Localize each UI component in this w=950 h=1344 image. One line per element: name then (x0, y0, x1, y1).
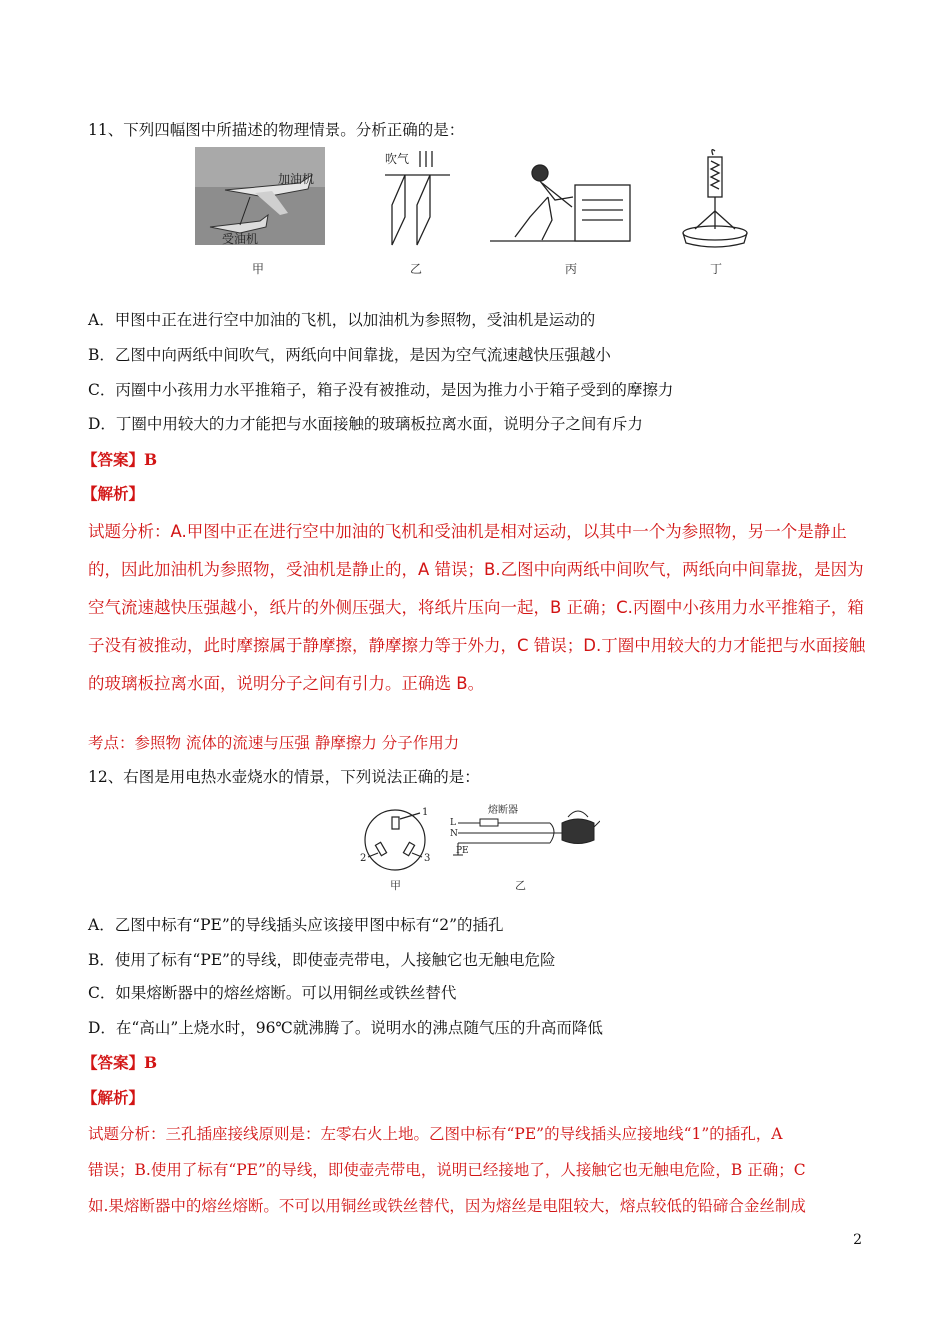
kettle-circuit-drawing (453, 811, 600, 855)
q11-analysis-line: 试题分析：A.甲图中正在进行空中加油的飞机和受油机是相对运动，以其中一个为参照物，另一个是静止 (88, 522, 847, 541)
q11-stem: 11、下列四幅图中所描述的物理情景。分析正确的是： (88, 121, 465, 139)
refueling-planes-image (195, 147, 325, 245)
plane-label-top: 加油机 (278, 172, 315, 186)
q11-analysis-line: 的玻璃板拉离水面，说明分子之间有引力。正确选 B。 (88, 674, 485, 693)
q12-analysis-line: 如.果熔断器中的熔丝熔断。不可以用铜丝或铁丝替代，因为熔丝是电阻较大，熔点较低的铅碲合金丝制成 (88, 1197, 806, 1215)
wire-pe-label: PE (456, 846, 469, 856)
q11-figure-drawing (180, 145, 770, 280)
three-hole-socket-drawing (365, 810, 425, 870)
fig12-label-yi: 乙 (515, 879, 526, 892)
q11-analysis-title: 【解析】 (82, 484, 145, 503)
q12-stem: 12、右图是用电热水壶烧水的情景，下列说法正确的是： (88, 768, 480, 786)
q12-option-a: A．乙图中标有“PE”的导线插头应该接甲图中标有“2”的插孔 (88, 916, 504, 934)
q12-figure (350, 795, 600, 895)
q11-kaodian: 考点：参照物 流体的流速与压强 静摩擦力 分子作用力 (88, 734, 460, 752)
q12-figure-drawing (350, 795, 600, 895)
q12-analysis-title: 【解析】 (82, 1088, 145, 1107)
fig11-label-jia: 甲 (252, 262, 265, 276)
fig11-label-bing: 丙 (565, 262, 578, 276)
q11-answer: 【答案】B (82, 450, 158, 469)
q12-option-b: B．使用了标有“PE”的导线，即使壶壳带电，人接触它也无触电危险 (88, 951, 556, 969)
q12-answer: 【答案】B (82, 1053, 158, 1072)
q11-option-c: C．丙圈中小孩用力水平推箱子，箱子没有被推动，是因为推力小于箱子受到的摩擦力 (88, 381, 674, 399)
blow-label: 吹气 (385, 152, 410, 166)
plane-label-bottom: 受油机 (222, 232, 259, 246)
fuse-label: 熔断器 (488, 805, 518, 816)
page-number: 2 (853, 1232, 862, 1248)
socket-hole-2: 2 (360, 853, 367, 864)
q11-figure (180, 145, 770, 280)
q11-option-b: B．乙图中向两纸中间吹气，两纸向中间靠拢，是因为空气流速越快压强越小 (88, 346, 611, 364)
spring-scale-drawing (683, 150, 747, 247)
wire-l-label: L (450, 818, 456, 828)
q11-analysis-line: 空气流速越快压强越小，纸片的外侧压强大，将纸片压向一起，B 正确；C.丙圈中小孩用力水平推箱子，箱 (88, 598, 864, 617)
q12-option-c: C．如果熔断器中的熔丝熔断。可以用铜丝或铁丝替代 (88, 984, 457, 1002)
socket-hole-3: 3 (424, 853, 431, 864)
socket-hole-1: 1 (422, 807, 429, 818)
q12-option-d: D．在“高山”上烧水时，96℃就沸腾了。说明水的沸点随气压的升高而降低 (88, 1019, 603, 1037)
fig12-label-jia: 甲 (390, 879, 401, 892)
q12-analysis-line: 错误；B.使用了标有“PE”的导线，即使壶壳带电，说明已经接地了，人接触它也无触电危险，B 正确；C (88, 1161, 806, 1179)
wire-n-label: N (450, 829, 458, 839)
fig11-label-ding: 丁 (710, 262, 723, 276)
q11-option-a: A．甲图中正在进行空中加油的飞机，以加油机为参照物，受油机是运动的 (88, 311, 596, 329)
q12-analysis-line: 试题分析：三孔插座接线原则是：左零右火上地。乙图中标有“PE”的导线插头应接地线“1”的插孔，A (88, 1125, 783, 1143)
q11-analysis-line: 的，因此加油机为参照物，受油机是静止的，A 错误；B.乙图中向两纸中间吹气，两纸向中间靠拢，是因为 (88, 560, 864, 579)
q11-analysis-line: 子没有被推动，此时摩擦属于静摩擦，静摩擦力等于外力，C 错误；D.丁圈中用较大的力才能把与水面接触 (88, 636, 866, 655)
boy-pushing-box-drawing (490, 165, 630, 241)
q11-option-d: D．丁圈中用较大的力才能把与水面接触的玻璃板拉离水面，说明分子之间有斥力 (88, 415, 643, 433)
fig11-label-yi: 乙 (410, 262, 423, 276)
